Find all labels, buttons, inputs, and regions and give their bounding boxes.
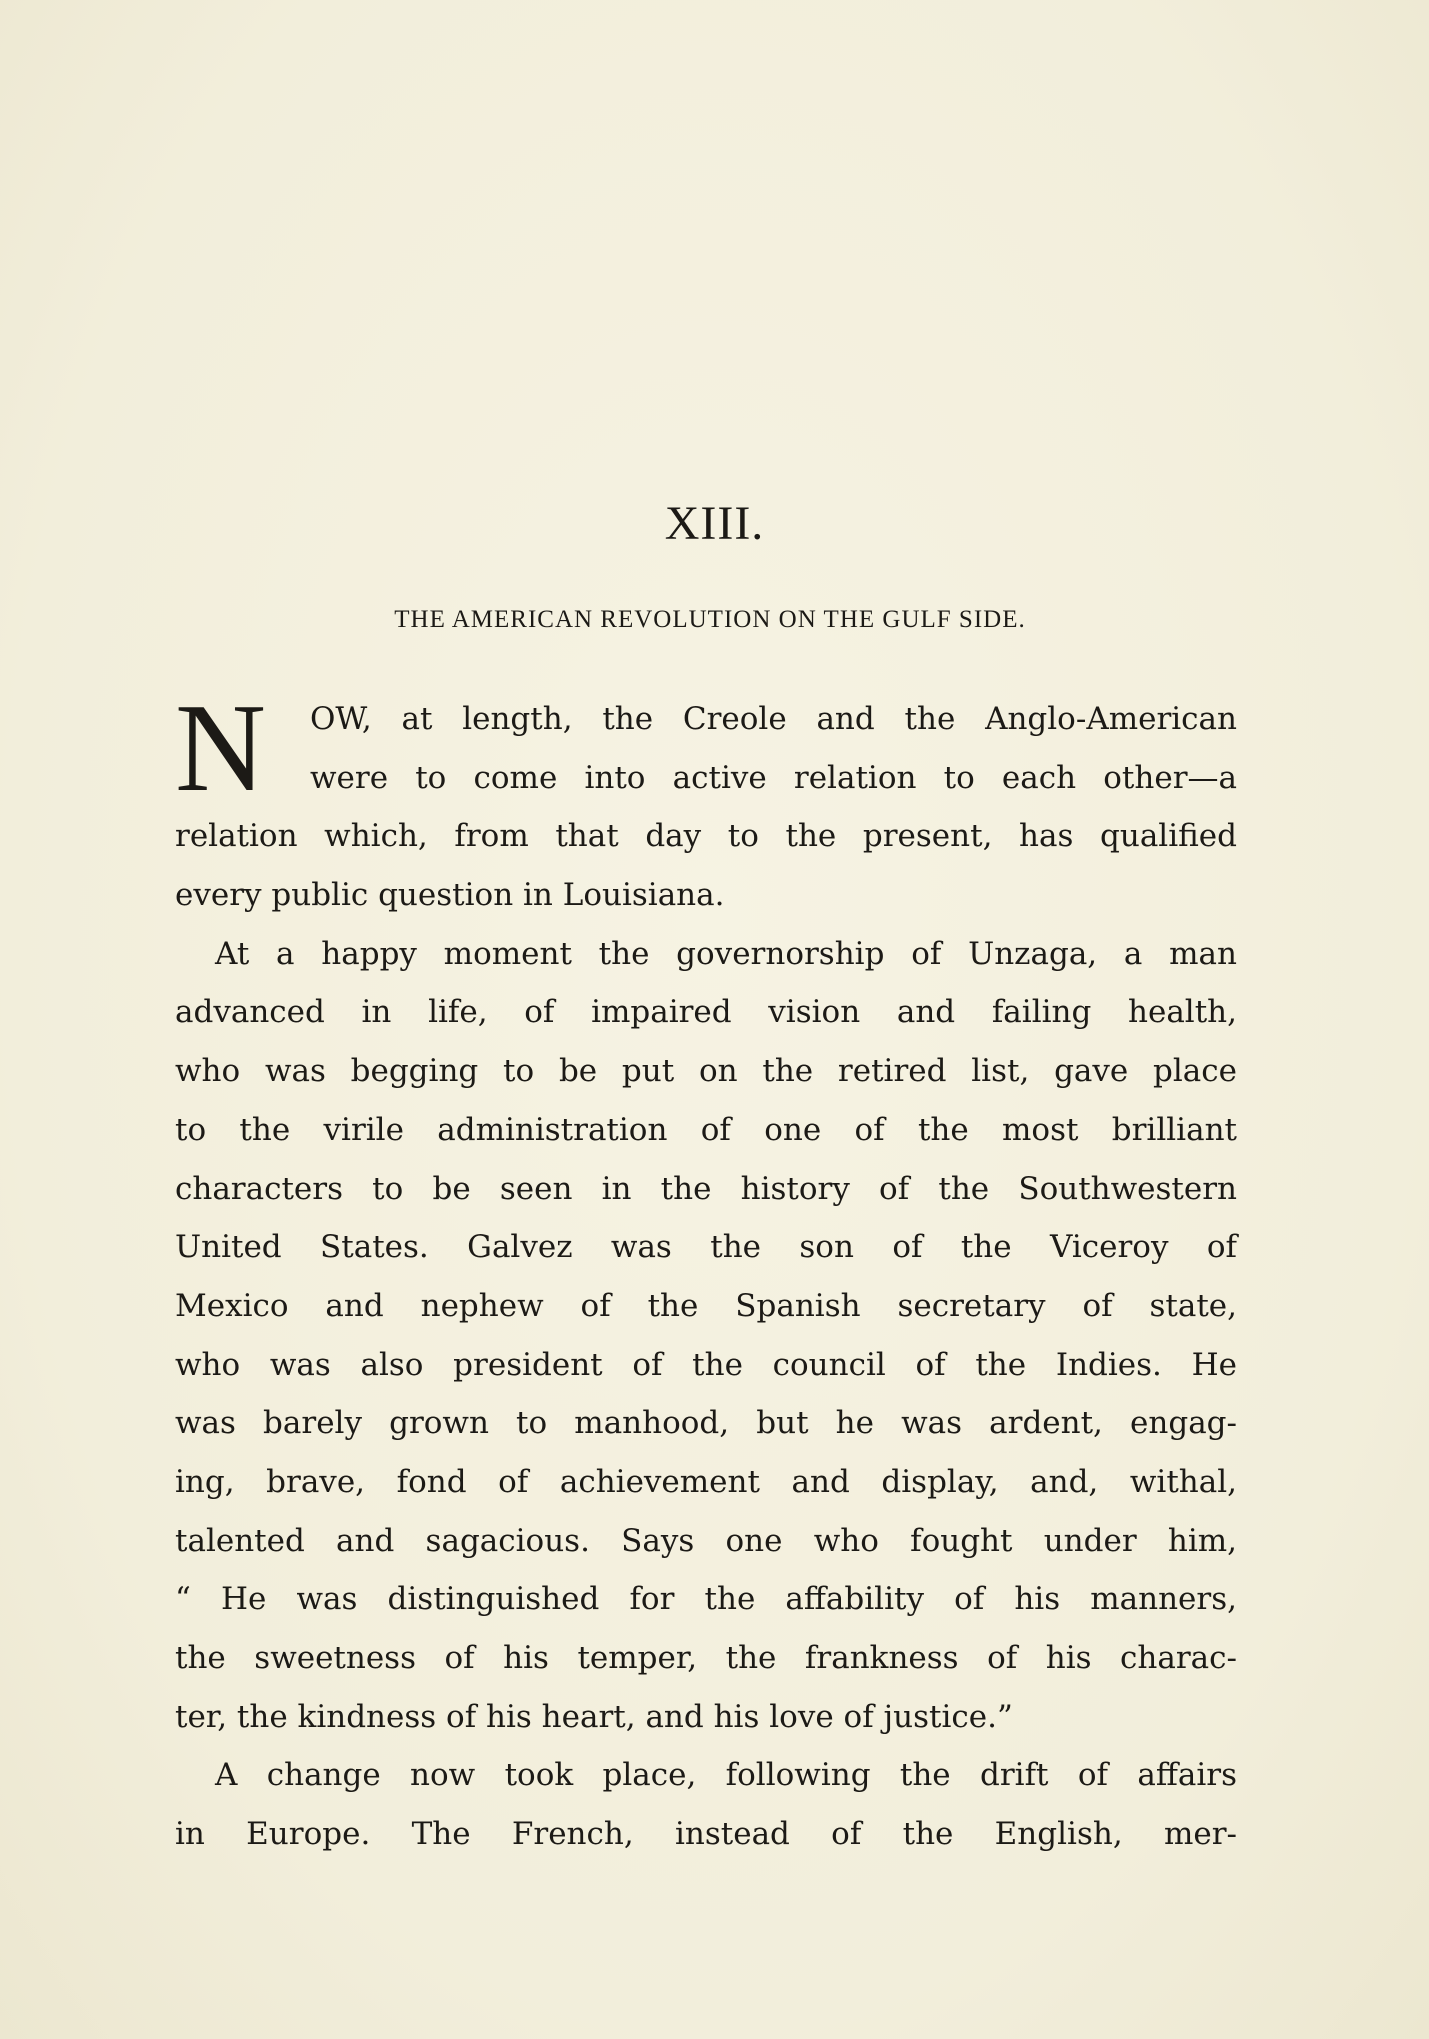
text-line: who was begging to be put on the retired list, gave place xyxy=(175,1053,1237,1090)
chapter-body xyxy=(175,679,1237,1864)
text-line: talented and sagacious. Says one who fought under him, xyxy=(175,1522,1237,1559)
text-line: the sweetness of his temper, the frankness of his charac- xyxy=(175,1640,1237,1676)
drop-cap: N xyxy=(175,679,266,818)
text-line: to the virile administration of one of the most brilliant xyxy=(175,1111,1237,1148)
text-line: ing, brave, fond of achievement and display, and, withal, xyxy=(175,1463,1237,1500)
text-line: who was also president of the council of the Indies. He xyxy=(175,1346,1237,1383)
text-line: relation which, from that day to the present, has qualified xyxy=(175,818,1237,855)
text-line: A change now took place, following the drift of affairs xyxy=(215,1757,1237,1794)
text-line: advanced in life, of impaired vision and failing health, xyxy=(175,994,1237,1031)
text-line: characters to be seen in the history of the Southwestern xyxy=(175,1170,1237,1207)
text-line: United States. Galvez was the son of the Viceroy of xyxy=(175,1229,1237,1266)
text-line: was barely grown to manhood, but he was ardent, engag- xyxy=(175,1405,1237,1442)
chapter-title: THE AMERICAN REVOLUTION ON THE GULF SIDE. xyxy=(394,606,1026,633)
text-line: every public question in Louisiana. xyxy=(175,877,725,914)
text-line: OW, at length, the Creole and the Anglo-American xyxy=(310,701,1237,737)
text-line: Mexico and nephew of the Spanish secretary of state, xyxy=(175,1287,1237,1324)
text-line: “ He was distinguished for the affability of his manners, xyxy=(175,1581,1237,1618)
text-line: ter, the kindness of his heart, and his love of justice.” xyxy=(175,1698,1013,1735)
chapter-number: XIII. xyxy=(664,497,765,550)
text-line: were to come into active relation to each other—a xyxy=(310,759,1237,796)
text-line: in Europe. The French, instead of the English, mer- xyxy=(175,1816,1237,1853)
text-line: At a happy moment the governorship of Unzaga, a man xyxy=(215,935,1237,972)
